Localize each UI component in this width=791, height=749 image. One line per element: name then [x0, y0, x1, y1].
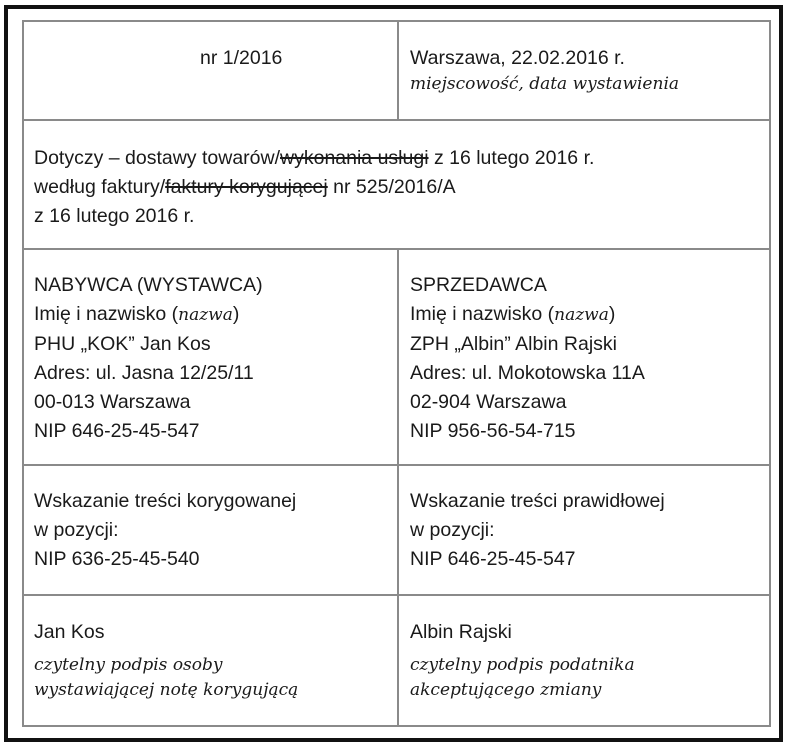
place-date-block	[410, 44, 679, 95]
seller-role: SPRZEDAWCA	[410, 274, 547, 296]
buyer-name: PHU „KOK” Jan Kos	[34, 333, 211, 355]
incorrect-position-label: w pozycji:	[34, 519, 119, 541]
seller-name: ZPH „Albin” Albin Rajski	[410, 333, 617, 355]
seller-address: Adres: ul. Mokotowska 11A	[410, 362, 645, 384]
struck-invoice-text: faktury korygującej	[165, 176, 328, 198]
buyer-city: 00-013 Warszawa	[34, 391, 191, 413]
issuer-caption-1: czytelny podpis osoby	[34, 655, 223, 675]
taxpayer-caption-1: czytelny podpis podatnika	[410, 655, 635, 675]
issuer-signature-block	[34, 618, 298, 703]
correct-content-value: NIP 646-25-45-547	[410, 548, 576, 570]
place-date: Warszawa, 22.02.2016 r.	[410, 47, 625, 69]
seller-block	[410, 271, 645, 446]
concerns-block	[34, 144, 594, 231]
struck-service-text: wykonania usługi	[280, 147, 429, 169]
taxpayer-name: Albin Rajski	[410, 621, 512, 643]
correct-content-block	[410, 487, 665, 574]
concerns-line-1: Dotyczy – dostawy towarów/wykonania usługi z 16 lutego 2016 r.	[34, 147, 595, 169]
concerns-line-2: według faktury/faktury korygującej nr 525/2016/A	[34, 176, 456, 198]
place-date-caption: miejscowość, data wystawienia	[410, 74, 680, 94]
incorrect-content-label: Wskazanie treści korygowanej	[34, 490, 297, 512]
table-border-left	[22, 20, 24, 727]
buyer-role: NABYWCA (WYSTAWCA)	[34, 274, 263, 296]
column-divider-top	[397, 20, 399, 121]
seller-nip: NIP 956-56-54-715	[410, 420, 576, 442]
taxpayer-signature-block	[410, 618, 635, 703]
correct-content-label: Wskazanie treści prawidłowej	[410, 490, 665, 512]
buyer-nip: NIP 646-25-45-547	[34, 420, 200, 442]
seller-name-label: Imię i nazwisko (nazwa)	[410, 303, 616, 325]
seller-city: 02-904 Warszawa	[410, 391, 567, 413]
column-divider-bottom	[397, 248, 399, 727]
incorrect-content-value: NIP 636-25-45-540	[34, 548, 200, 570]
correct-position-label: w pozycji:	[410, 519, 495, 541]
buyer-block	[34, 271, 263, 446]
taxpayer-caption-2: akceptującego zmiany	[410, 680, 602, 700]
table-border-right	[769, 20, 771, 727]
issuer-caption-2: wystawiającej notę korygującą	[34, 680, 299, 700]
concerns-line-3: z 16 lutego 2016 r.	[34, 205, 195, 227]
buyer-address: Adres: ul. Jasna 12/25/11	[34, 362, 254, 384]
issuer-name: Jan Kos	[34, 621, 105, 643]
note-number: nr 1/2016	[200, 47, 283, 69]
incorrect-content-block	[34, 487, 296, 574]
buyer-name-label: Imię i nazwisko (nazwa)	[34, 303, 240, 325]
